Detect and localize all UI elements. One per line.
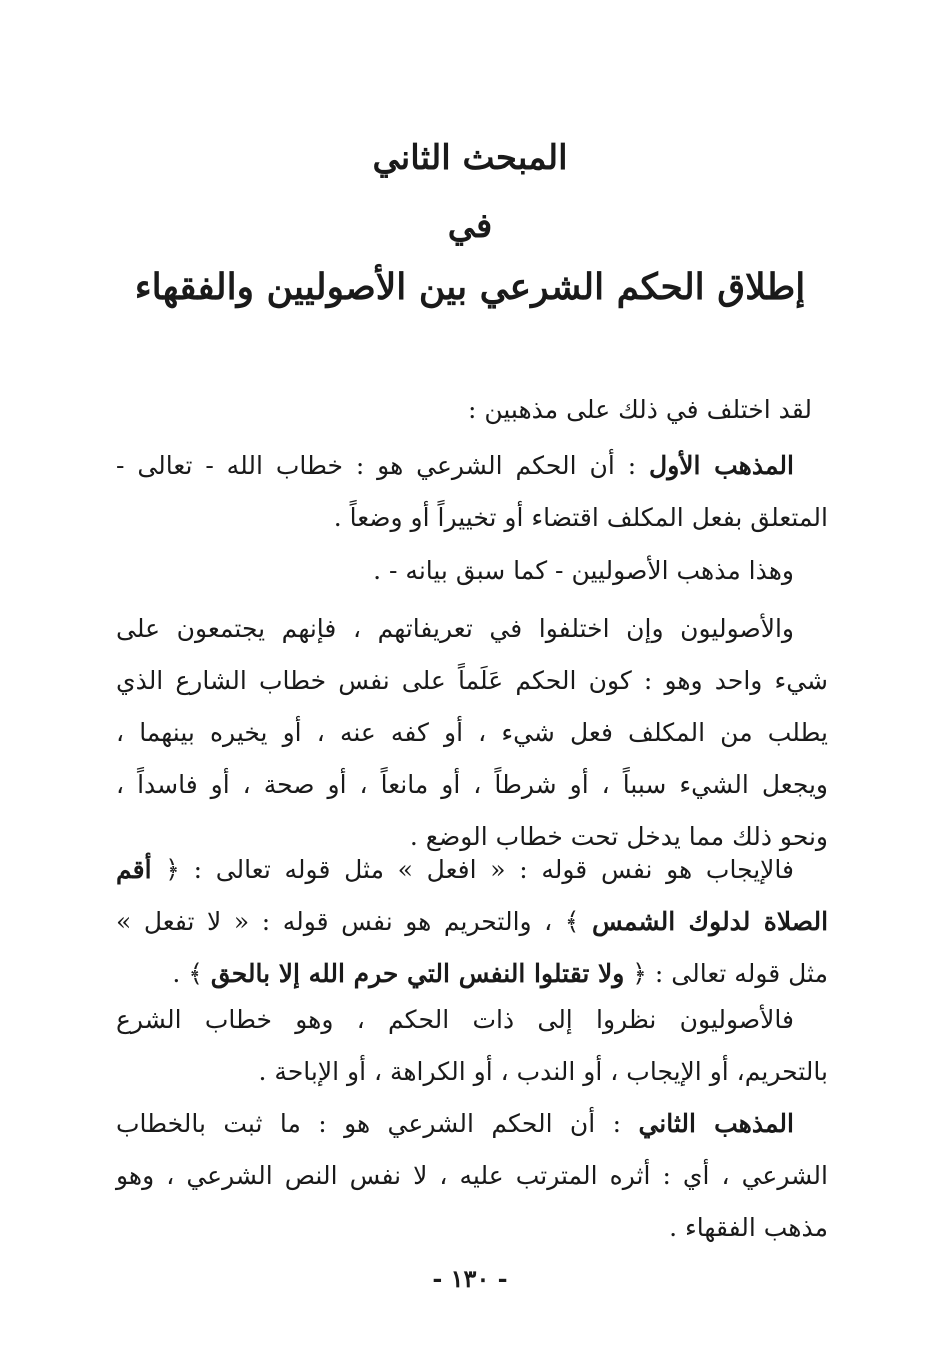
text-line bbox=[116, 1098, 828, 1150]
text-line: مذهب الفقهاء . bbox=[669, 1213, 828, 1242]
text-span: : أن الحكم الشرعي هو : ما ثبت بالخطاب bbox=[116, 1109, 639, 1138]
text-span: والأصوليون وإن اختلفوا في تعريفاتهم ، فإنهم يجتمعون على bbox=[116, 614, 794, 643]
text-line bbox=[116, 896, 828, 948]
text-line: ويجعل الشيء سبباً ، أو شرطاً ، أو مانعاً ، أو صحة ، أو فاسداً ، bbox=[116, 770, 828, 799]
text-span: ﴾ . bbox=[172, 959, 211, 988]
text-line: شيء واحد وهو : كون الحكم عَلَماً على نفس خطاب الشارع الذي bbox=[116, 666, 828, 695]
text-line bbox=[116, 603, 828, 655]
text-span: : أن الحكم الشرعي هو : خطاب الله - تعالى - bbox=[116, 451, 650, 480]
section-heading-connector: في bbox=[447, 206, 493, 246]
text-line bbox=[116, 440, 828, 492]
page-number: - ١٣٠ - bbox=[432, 1264, 508, 1293]
section-heading: المبحث الثاني bbox=[372, 138, 568, 178]
text-line: لقد اختلف في ذلك على مذهبين : bbox=[467, 395, 812, 424]
second-school-label: المذهب الثاني bbox=[638, 1109, 794, 1138]
quran-verse-text: الصلاة لدلوك الشمس bbox=[592, 907, 829, 936]
text-line bbox=[116, 994, 828, 1046]
text-line: بالتحريم، أو الإيجاب ، أو الندب ، أو الكراهة ، أو الإباحة . bbox=[258, 1057, 828, 1086]
text-line: يطلب من المكلف فعل شيء ، أو كفه عنه ، أو يخيره بينهما ، bbox=[116, 718, 828, 747]
text-line bbox=[116, 948, 828, 1000]
text-span: فالأصوليون نظروا إلى ذات الحكم ، وهو خطاب الشرع bbox=[116, 1005, 794, 1034]
quran-verse-text: أقم bbox=[116, 855, 152, 884]
first-school-paragraph bbox=[116, 440, 828, 544]
text-line bbox=[116, 545, 828, 597]
obligation-prohibition-paragraph bbox=[116, 844, 828, 1000]
text-line: المتعلق بفعل المكلف اقتضاء أو تخييراً أو وضعاً . bbox=[333, 503, 828, 532]
section-title: إطلاق الحكم الشرعي بين الأصوليين والفقهاء bbox=[134, 266, 806, 308]
text-span: فالإيجاب هو نفس قوله : « افعل » مثل قوله تعالى : ﴿ bbox=[151, 855, 794, 884]
usuli-view-paragraph bbox=[116, 994, 828, 1098]
usuli-school-paragraph bbox=[116, 545, 828, 597]
text-span: وهذا مذهب الأصوليين - كما سبق بيانه - . bbox=[373, 556, 794, 585]
quran-verse-text: ولا تقتلوا النفس التي حرم الله إلا بالحق bbox=[210, 959, 625, 988]
text-line: الشرعي ، أي : أثره المترتب عليه ، لا نفس النص الشرعي ، وهو bbox=[116, 1161, 828, 1190]
intro-paragraph bbox=[116, 384, 812, 436]
text-span: ﴾ ، والتحريم هو نفس قوله : « لا تفعل » bbox=[116, 907, 593, 936]
text-span: مثل قوله تعالى : ﴿ bbox=[624, 959, 828, 988]
usuli-agreement-paragraph bbox=[116, 603, 828, 863]
text-line: ونحو ذلك مما يدخل تحت خطاب الوضع . bbox=[409, 822, 828, 851]
second-school-paragraph bbox=[116, 1098, 828, 1254]
text-line bbox=[116, 844, 828, 896]
first-school-label: المذهب الأول bbox=[649, 451, 794, 480]
